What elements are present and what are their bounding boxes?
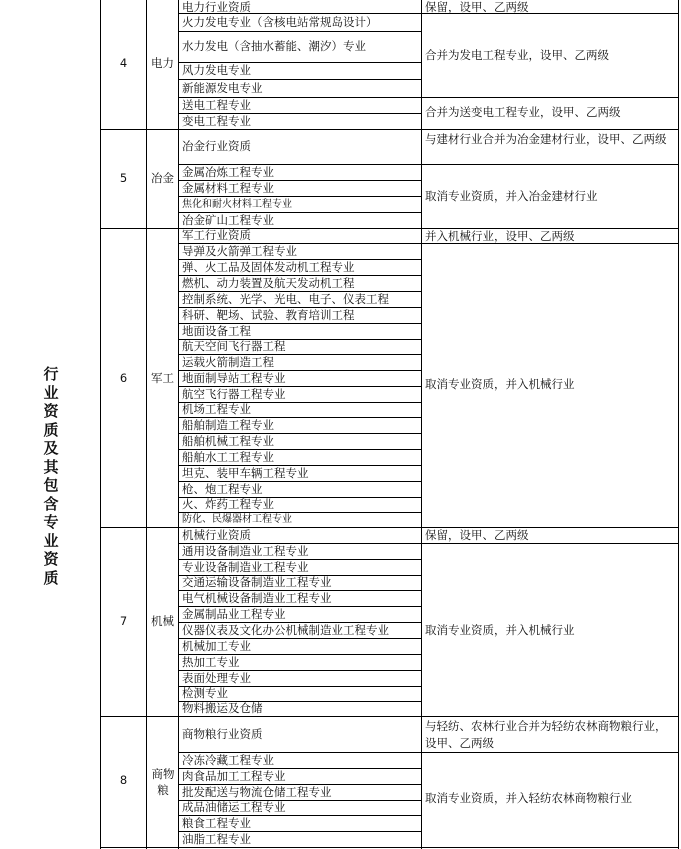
group-number: 5 — [119, 171, 128, 185]
qualification-item: 送电工程专业 — [182, 98, 251, 112]
reform-row-line — [421, 752, 679, 753]
group-separator — [100, 847, 679, 848]
qualification-item: 冶金行业资质 — [182, 139, 251, 153]
table-border-right — [678, 0, 679, 849]
group-separator — [100, 129, 679, 130]
qualification-item: 坦克、装甲车辆工程专业 — [182, 466, 309, 480]
qualification-item: 燃机、动力装置及航天发动机工程 — [182, 276, 355, 290]
qualification-item: 检测专业 — [182, 686, 228, 700]
reform-row-line — [421, 97, 679, 98]
qualification-item: 电力行业资质 — [182, 0, 251, 14]
group-number: 8 — [119, 773, 128, 787]
reform-text: 保留，设甲、乙两级 — [425, 528, 529, 542]
column-divider — [178, 0, 179, 849]
item-row-line — [178, 196, 422, 197]
qualification-item: 物料搬运及仓储 — [182, 701, 263, 715]
qualification-item: 冷冻冷藏工程专业 — [182, 753, 274, 767]
qualification-item: 商物粮行业资质 — [182, 727, 263, 741]
qualification-item: 航天空间飞行器工程 — [182, 339, 286, 353]
qualification-item: 金属材料工程专业 — [182, 181, 274, 195]
qualification-item: 运载火箭制造工程 — [182, 355, 274, 369]
reform-text: 合并为送变电工程专业，设甲、乙两级 — [425, 105, 621, 119]
qualification-item: 军工行业资质 — [182, 228, 251, 242]
group-name: 机械 — [151, 614, 174, 628]
qualification-item: 机械行业资质 — [182, 528, 251, 542]
group-number: 6 — [119, 371, 128, 385]
qualification-item: 船舶制造工程专业 — [182, 418, 274, 432]
qualification-item: 弹、火工品及固体发动机工程专业 — [182, 260, 355, 274]
reform-text: 与建材行业合并为冶金建材行业，设甲、乙两级 — [425, 132, 667, 146]
qualification-item: 地面制导站工程专业 — [182, 371, 286, 385]
qualification-item: 防化、民爆器材工程专业 — [182, 514, 292, 525]
qualification-item: 金属冶炼工程专业 — [182, 165, 274, 179]
group-number: 4 — [119, 56, 128, 70]
group-separator — [100, 716, 679, 717]
item-row-line — [178, 31, 422, 32]
qualification-item: 航空飞行器工程专业 — [182, 387, 286, 401]
group-number: 7 — [119, 614, 128, 628]
qualification-item: 成品油储运工程专业 — [182, 800, 286, 814]
qualification-item: 机械加工专业 — [182, 639, 251, 653]
qualification-item: 火、炸药工程专业 — [182, 497, 274, 511]
qualification-item: 金属制品业工程专业 — [182, 607, 286, 621]
qualification-item: 风力发电专业 — [182, 63, 251, 77]
qualification-item: 导弹及火箭弹工程专业 — [182, 244, 297, 258]
qualification-item: 通用设备制造业工程专业 — [182, 544, 309, 558]
qualification-item: 肉食品加工工程专业 — [182, 769, 286, 783]
qualification-item: 专业设备制造业工程专业 — [182, 560, 309, 574]
reform-text: 保留，设甲、乙两级 — [425, 0, 529, 14]
reform-text: 合并为发电工程专业，设甲、乙两级 — [425, 48, 609, 62]
qualification-item: 船舶水工工程专业 — [182, 450, 274, 464]
qualification-item: 粮食工程专业 — [182, 816, 251, 830]
column-divider — [421, 0, 422, 849]
reform-row-line — [421, 164, 679, 165]
reform-text: 与轻纺、农林行业合并为轻纺农林商物粮行业，设甲、乙两级 — [425, 719, 667, 750]
qualification-item: 批发配送与物流仓储工程专业 — [182, 785, 332, 799]
qualification-item: 地面设备工程 — [182, 324, 251, 338]
reform-text: 取消专业资质，并入机械行业 — [425, 623, 575, 637]
qualification-item: 变电工程专业 — [182, 114, 251, 128]
group-name: 军工 — [151, 371, 174, 385]
qualification-item: 新能源发电专业 — [182, 81, 263, 95]
group-name: 电力 — [151, 56, 174, 70]
reform-row-line — [421, 543, 679, 544]
qualification-item: 交通运输设备制造业工程专业 — [182, 575, 332, 589]
reform-text: 取消专业资质，并入冶金建材行业 — [425, 189, 598, 203]
group-name: 冶金 — [151, 171, 174, 185]
reform-text: 取消专业资质，并入机械行业 — [425, 377, 575, 391]
qualification-item: 控制系统、光学、光电、电子、仪表工程 — [182, 292, 389, 306]
qualification-item: 电气机械设备制造业工程专业 — [182, 591, 332, 605]
reform-text: 并入机械行业，设甲、乙两级 — [425, 229, 575, 243]
qualification-item: 焦化和耐火材料工程专业 — [182, 199, 292, 210]
qualification-item: 船舶机械工程专业 — [182, 434, 274, 448]
qualification-item: 热加工专业 — [182, 655, 240, 669]
qualification-item: 冶金矿山工程专业 — [182, 213, 274, 227]
group-name: 商物粮 — [151, 767, 175, 797]
qualification-item: 表面处理专业 — [182, 671, 251, 685]
table-border-left — [100, 0, 101, 849]
qualification-item: 水力发电（含抽水蓄能、潮汐）专业 — [182, 39, 366, 53]
item-row-line — [178, 79, 422, 80]
qualification-item: 机场工程专业 — [182, 402, 251, 416]
category-label: 行业资质及其包含专业资质 — [43, 365, 59, 587]
qualification-item: 油脂工程专业 — [182, 832, 251, 846]
qualification-item: 火力发电专业（含核电站常规岛设计） — [182, 15, 378, 29]
column-divider — [146, 0, 147, 849]
qualification-item: 仪器仪表及文化办公机械制造业工程专业 — [182, 623, 389, 637]
reform-row-line — [421, 243, 679, 244]
reform-text: 取消专业资质，并入轻纺农林商物粮行业 — [425, 791, 632, 805]
qualification-item: 科研、靶场、试验、教育培训工程 — [182, 308, 355, 322]
qualification-item: 枪、炮工程专业 — [182, 482, 263, 496]
